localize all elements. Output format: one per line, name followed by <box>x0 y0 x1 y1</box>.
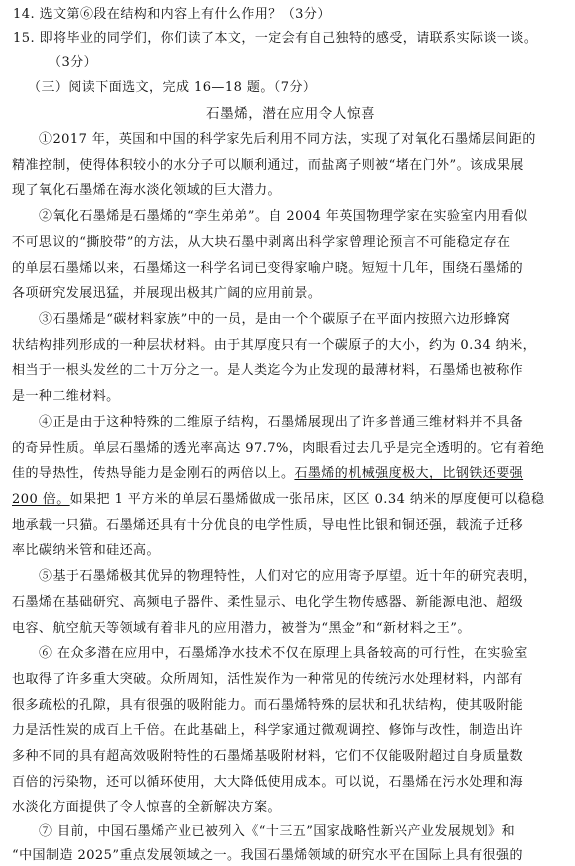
body-line: 水淡化方面提供了令人惊喜的全新解决方案。 <box>12 800 282 815</box>
body-line: 各项研究发展迅猛，并展现出极其广阔的应用前景。 <box>12 286 322 301</box>
body-line: 现了氧化石墨烯在海水淡化领域的巨大潜力。 <box>12 183 282 198</box>
body-text: 佳的导热性，传热导能力是金刚石的两倍以上。 <box>12 466 295 481</box>
body-line: 精准控制，使得体积较小的水分子可以顺利通过，而盐离子则被“堵在门外”。该成果展 <box>12 158 524 173</box>
body-line: 状结构排列形成的一种层状材料。由于其厚度只有一个碳原子的大小，约为 0.34 纳米， <box>12 338 537 353</box>
section-heading: （三）阅读下面选文，完成 16—18 题。（7分） <box>28 80 317 95</box>
body-line: 很多疏松的孔隙，具有很强的吸附能力。而石墨烯特殊的层状和孔状结构，使其吸附能 <box>12 698 524 713</box>
body-line: 也取得了许多重大突破。众所周知，活性炭作为一种常见的传统污水处理材料，内部有 <box>12 672 524 687</box>
body-line: ⑥ 在众多潜在应用中，石墨烯净水技术不仅在原理上具备较高的可行性，在实验室 <box>39 646 528 661</box>
body-line: 的奇异性质。单层石墨烯的透光率高达 97.7%，肉眼看过去几乎是完全透明的。它有着绝 <box>12 441 545 456</box>
body-line: ③石墨烯是“碳材料家族”中的一员，是由一个个碳原子在平面内按照六边形蜂窝 <box>39 312 511 327</box>
body-line: 的单层石墨烯以来，石墨烯这一科学名词已变得家喻户晓。短短十几年，围绕石墨烯的 <box>12 261 524 276</box>
body-line: ⑤基于石墨烯极其优异的物理特性，人们对它的应用寄予厚望。近十年的研究表明， <box>39 569 537 584</box>
question-number: 15. <box>13 31 36 46</box>
article-title: 石墨烯，潜在应用令人惊喜 <box>206 106 376 122</box>
body-line: 百倍的污染物，还可以循环使用，大大降低使用成本。可以说，石墨烯在污水处理和海 <box>12 775 524 790</box>
question-number: 14. <box>13 7 36 22</box>
body-line: ②氧化石墨烯是石墨烯的“孪生弟弟”。自 2004 年英国物理学家在实验室内用看似 <box>39 209 528 224</box>
body-line: 是一种二维材料。 <box>12 389 120 404</box>
body-line: 石墨烯在基础研究、高频电子器件、柔性显示、电化学生物传感器、新能源电池、超级 <box>12 595 524 610</box>
body-line: 地承载一只猫。石墨烯还具有十分优良的电学性质，导电性比银和铜还强，载流子迁移 <box>12 518 524 533</box>
body-line: ①2017 年，英国和中国的科学家先后利用不同方法，实现了对氧化石墨烯层间距的 <box>39 132 536 147</box>
question-14 <box>13 5 331 25</box>
body-text: 如果把 1 平方米的单层石墨烯做成一张吊床，区区 0.34 纳米的厚度便可以稳稳 <box>69 492 545 507</box>
question-15-score: （3分） <box>48 55 98 70</box>
body-line: ④正是由于这种特殊的二维原子结构，石墨烯展现出了许多普通三维材料并不具备 <box>39 415 524 430</box>
body-line: 力是活性炭的成百上千倍。在此基础上，科学家通过微观调控、修饰与改性，制造出许 <box>12 723 524 738</box>
question-text: 即将毕业的同学们，你们读了本文，一定会有自己独特的感受，请联系实际谈一谈。 <box>39 31 538 46</box>
body-line <box>12 490 544 510</box>
underlined-sentence-end: 200 倍。 <box>12 492 70 507</box>
question-15 <box>13 29 537 49</box>
body-line: 不可思议的“撕胶带”的方法，从大块石墨中剥离出科学家曾理论预言不可能稳定存在 <box>12 235 511 250</box>
body-line: “中国制造 2025”重点发展领域之一。我国石墨烯领域的研究水平在国际上具有很强的 <box>12 848 523 863</box>
body-line <box>12 464 523 484</box>
body-line: 电容、航空航天等领域有着非凡的应用潜力，被誉为“黑金”和“新材料之王”。 <box>12 621 471 636</box>
body-line: 多种不同的具有超高效吸附特性的石墨烯基吸附材料，它们不仅能吸附超过自身质量数 <box>12 749 524 764</box>
underlined-sentence: 石墨烯的机械强度极大，比钢铁还要强 <box>294 466 524 481</box>
question-text: 选文第⑥段在结构和内容上有什么作用？（3分） <box>39 7 331 22</box>
body-line: 率比碳纳米管和硅还高。 <box>12 543 160 558</box>
body-line: ⑦ 目前，中国石墨烯产业已被列入《“十三五”国家战略性新兴产业发展规划》和 <box>39 824 516 839</box>
body-line: 相当于一根头发丝的二十万分之一。是人类迄今为止发现的最薄材料，石墨烯也被称作 <box>12 363 524 378</box>
